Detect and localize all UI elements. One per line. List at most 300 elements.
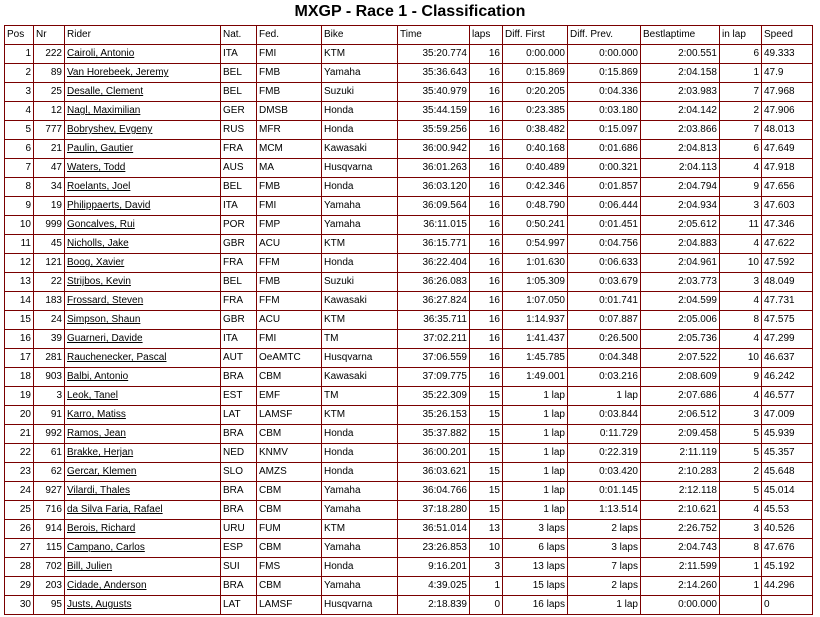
rider-link[interactable]: Cairoli, Antonio [67, 48, 135, 59]
cell-bestlaptime: 2:26.752 [641, 520, 720, 539]
cell-fed: FMI [257, 330, 322, 349]
cell-time: 35:22.309 [398, 387, 470, 406]
cell-diff-first: 13 laps [503, 558, 568, 577]
cell-bestlaptime: 2:12.118 [641, 482, 720, 501]
cell-pos: 7 [5, 159, 34, 178]
cell-diff-first: 1 lap [503, 482, 568, 501]
table-row [5, 83, 813, 102]
cell-speed: 45.53 [762, 501, 813, 520]
cell-nat: ESP [221, 539, 257, 558]
cell-nat: AUS [221, 159, 257, 178]
cell-pos: 1 [5, 45, 34, 64]
cell-bestlaptime: 2:08.609 [641, 368, 720, 387]
cell-time: 36:03.621 [398, 463, 470, 482]
cell-fed: LAMSF [257, 596, 322, 615]
cell-fed: FMB [257, 64, 322, 83]
cell-bike: Yamaha [322, 539, 398, 558]
rider-link[interactable]: Strijbos, Kevin [67, 276, 131, 287]
cell-speed: 45.192 [762, 558, 813, 577]
cell-in-lap: 3 [720, 520, 762, 539]
cell-diff-first: 1:07.050 [503, 292, 568, 311]
cell-laps: 15 [470, 406, 503, 425]
cell-nr: 89 [34, 64, 65, 83]
cell-in-lap: 5 [720, 425, 762, 444]
cell-pos: 4 [5, 102, 34, 121]
cell-in-lap: 4 [720, 330, 762, 349]
cell-speed: 47.656 [762, 178, 813, 197]
cell-diff-first: 1 lap [503, 501, 568, 520]
cell-in-lap: 1 [720, 558, 762, 577]
rider-link[interactable]: Ramos, Jean [67, 428, 126, 439]
table-row [5, 235, 813, 254]
cell-pos: 10 [5, 216, 34, 235]
rider-link[interactable]: Nagl, Maximilian [67, 105, 141, 116]
cell-nat: AUT [221, 349, 257, 368]
cell-bestlaptime: 2:04.599 [641, 292, 720, 311]
rider-link[interactable]: Gercar, Klemen [67, 466, 137, 477]
cell-rider [65, 178, 221, 197]
table-row [5, 330, 813, 349]
cell-fed: FFM [257, 254, 322, 273]
cell-nr: 25 [34, 83, 65, 102]
rider-link[interactable]: Van Horebeek, Jeremy [67, 67, 169, 78]
cell-diff-prev: 7 laps [568, 558, 641, 577]
cell-bestlaptime: 2:00.551 [641, 45, 720, 64]
cell-nr: 19 [34, 197, 65, 216]
cell-bike: Suzuki [322, 83, 398, 102]
cell-bestlaptime: 2:03.866 [641, 121, 720, 140]
table-row [5, 254, 813, 273]
cell-bestlaptime: 2:03.773 [641, 273, 720, 292]
cell-diff-prev: 2 laps [568, 520, 641, 539]
cell-bike: TM [322, 330, 398, 349]
cell-bike: Honda [322, 444, 398, 463]
cell-nr: 992 [34, 425, 65, 444]
rider-link[interactable]: da Silva Faria, Rafael [67, 504, 163, 515]
cell-nat: SUI [221, 558, 257, 577]
cell-fed: FMP [257, 216, 322, 235]
cell-diff-prev: 1 lap [568, 387, 641, 406]
cell-laps: 0 [470, 596, 503, 615]
cell-diff-prev: 0:07.887 [568, 311, 641, 330]
cell-nr: 203 [34, 577, 65, 596]
cell-time: 36:35.711 [398, 311, 470, 330]
cell-in-lap: 1 [720, 577, 762, 596]
cell-speed: 47.676 [762, 539, 813, 558]
cell-in-lap: 10 [720, 349, 762, 368]
cell-diff-first: 1 lap [503, 406, 568, 425]
table-row [5, 197, 813, 216]
cell-in-lap: 4 [720, 159, 762, 178]
cell-time: 36:01.263 [398, 159, 470, 178]
cell-speed: 45.648 [762, 463, 813, 482]
cell-nr: 702 [34, 558, 65, 577]
cell-laps: 15 [470, 387, 503, 406]
cell-laps: 1 [470, 577, 503, 596]
cell-time: 36:00.201 [398, 444, 470, 463]
cell-nr: 903 [34, 368, 65, 387]
cell-diff-prev: 0:04.336 [568, 83, 641, 102]
col-header-bike: Bike [322, 26, 398, 45]
cell-diff-first: 1:45.785 [503, 349, 568, 368]
cell-bike: Yamaha [322, 197, 398, 216]
cell-nat: FRA [221, 140, 257, 159]
table-row [5, 140, 813, 159]
table-row [5, 520, 813, 539]
cell-in-lap: 5 [720, 444, 762, 463]
cell-bike: Husqvarna [322, 159, 398, 178]
table-row [5, 349, 813, 368]
cell-fed: OeAMTC [257, 349, 322, 368]
cell-diff-first: 1:14.937 [503, 311, 568, 330]
col-header-rider: Rider [65, 26, 221, 45]
rider-link[interactable]: Berois, Richard [67, 523, 136, 534]
cell-diff-first: 1 lap [503, 463, 568, 482]
cell-time: 36:26.083 [398, 273, 470, 292]
cell-bestlaptime: 0:00.000 [641, 596, 720, 615]
table-row [5, 273, 813, 292]
cell-time: 36:03.120 [398, 178, 470, 197]
cell-time: 23:26.853 [398, 539, 470, 558]
cell-diff-prev: 0:15.097 [568, 121, 641, 140]
cell-pos: 28 [5, 558, 34, 577]
cell-fed: FMI [257, 45, 322, 64]
cell-diff-prev: 0:22.319 [568, 444, 641, 463]
rider-link[interactable]: Vilardi, Thales [67, 485, 130, 496]
cell-speed: 46.242 [762, 368, 813, 387]
cell-diff-prev: 0:11.729 [568, 425, 641, 444]
cell-speed: 47.009 [762, 406, 813, 425]
cell-in-lap: 8 [720, 539, 762, 558]
cell-laps: 16 [470, 102, 503, 121]
cell-rider [65, 121, 221, 140]
cell-nat: BEL [221, 178, 257, 197]
table-row [5, 539, 813, 558]
cell-diff-prev: 0:01.686 [568, 140, 641, 159]
cell-laps: 16 [470, 254, 503, 273]
cell-time: 2:18.839 [398, 596, 470, 615]
cell-nat: SLO [221, 463, 257, 482]
cell-diff-first: 0:38.482 [503, 121, 568, 140]
cell-in-lap: 5 [720, 482, 762, 501]
cell-time: 35:20.774 [398, 45, 470, 64]
header-row [5, 26, 813, 45]
cell-fed: MCM [257, 140, 322, 159]
rider-link[interactable]: Desalle, Clement [67, 86, 144, 97]
cell-speed: 47.592 [762, 254, 813, 273]
cell-nat: FRA [221, 292, 257, 311]
cell-speed: 47.731 [762, 292, 813, 311]
cell-fed: FUM [257, 520, 322, 539]
cell-speed: 48.049 [762, 273, 813, 292]
cell-diff-prev: 0:06.444 [568, 197, 641, 216]
col-header-in-lap: in lap [720, 26, 762, 45]
cell-rider [65, 83, 221, 102]
cell-in-lap: 4 [720, 292, 762, 311]
cell-nr: 121 [34, 254, 65, 273]
cell-laps: 16 [470, 45, 503, 64]
col-header-nat: Nat. [221, 26, 257, 45]
rider-link[interactable]: Justs, Augusts [67, 599, 132, 610]
cell-laps: 15 [470, 501, 503, 520]
cell-rider [65, 387, 221, 406]
cell-rider [65, 45, 221, 64]
cell-fed: MFR [257, 121, 322, 140]
cell-bestlaptime: 2:04.113 [641, 159, 720, 178]
cell-pos: 24 [5, 482, 34, 501]
cell-rider [65, 140, 221, 159]
cell-time: 37:02.211 [398, 330, 470, 349]
rider-link[interactable]: Paulin, Gautier [67, 143, 134, 154]
cell-bestlaptime: 2:04.158 [641, 64, 720, 83]
table-row [5, 292, 813, 311]
cell-bike: KTM [322, 311, 398, 330]
col-header-nr: Nr [34, 26, 65, 45]
cell-bestlaptime: 2:04.142 [641, 102, 720, 121]
cell-bestlaptime: 2:10.621 [641, 501, 720, 520]
cell-diff-first: 3 laps [503, 520, 568, 539]
cell-pos: 8 [5, 178, 34, 197]
rider-link[interactable]: Boog, Xavier [67, 257, 125, 268]
cell-bike: Yamaha [322, 64, 398, 83]
cell-rider [65, 520, 221, 539]
cell-nat: RUS [221, 121, 257, 140]
rider-link[interactable]: Goncalves, Rui [67, 219, 135, 230]
cell-rider [65, 64, 221, 83]
cell-speed: 45.014 [762, 482, 813, 501]
cell-nr: 39 [34, 330, 65, 349]
cell-nat: BEL [221, 83, 257, 102]
cell-laps: 15 [470, 482, 503, 501]
cell-laps: 15 [470, 444, 503, 463]
rider-link[interactable]: Leok, Tanel [67, 390, 118, 401]
cell-in-lap: 9 [720, 178, 762, 197]
cell-rider [65, 425, 221, 444]
table-row [5, 463, 813, 482]
cell-nat: POR [221, 216, 257, 235]
cell-laps: 16 [470, 197, 503, 216]
cell-pos: 12 [5, 254, 34, 273]
cell-nat: BRA [221, 368, 257, 387]
cell-in-lap: 1 [720, 64, 762, 83]
cell-rider [65, 596, 221, 615]
cell-bike: Yamaha [322, 216, 398, 235]
cell-diff-first: 1 lap [503, 387, 568, 406]
cell-time: 35:40.979 [398, 83, 470, 102]
cell-laps: 13 [470, 520, 503, 539]
cell-time: 37:06.559 [398, 349, 470, 368]
cell-fed: CBM [257, 368, 322, 387]
cell-laps: 16 [470, 330, 503, 349]
rider-link[interactable]: Simpson, Shaun [67, 314, 141, 325]
cell-laps: 16 [470, 216, 503, 235]
cell-speed: 40.526 [762, 520, 813, 539]
cell-nr: 927 [34, 482, 65, 501]
cell-rider [65, 501, 221, 520]
cell-diff-prev: 0:03.679 [568, 273, 641, 292]
cell-nr: 222 [34, 45, 65, 64]
col-header-fed: Fed. [257, 26, 322, 45]
cell-diff-prev: 3 laps [568, 539, 641, 558]
table-row [5, 558, 813, 577]
cell-in-lap: 7 [720, 83, 762, 102]
rider-link[interactable]: Guarneri, Davide [67, 333, 143, 344]
cell-nr: 61 [34, 444, 65, 463]
cell-bike: KTM [322, 406, 398, 425]
table-row [5, 45, 813, 64]
cell-nr: 115 [34, 539, 65, 558]
cell-speed: 47.649 [762, 140, 813, 159]
rider-link[interactable]: Waters, Todd [67, 162, 126, 173]
cell-speed: 45.939 [762, 425, 813, 444]
cell-in-lap: 4 [720, 235, 762, 254]
cell-bike: Honda [322, 463, 398, 482]
cell-in-lap: 8 [720, 311, 762, 330]
cell-bike: KTM [322, 235, 398, 254]
rider-link[interactable]: Campano, Carlos [67, 542, 145, 553]
rider-link[interactable]: Roelants, Joel [67, 181, 131, 192]
col-header-time: Time [398, 26, 470, 45]
cell-rider [65, 159, 221, 178]
cell-diff-first: 1:41.437 [503, 330, 568, 349]
cell-fed: ACU [257, 311, 322, 330]
cell-diff-first: 1:01.630 [503, 254, 568, 273]
table-row [5, 102, 813, 121]
cell-time: 35:26.153 [398, 406, 470, 425]
table-row [5, 501, 813, 520]
table-row [5, 178, 813, 197]
cell-pos: 2 [5, 64, 34, 83]
cell-laps: 16 [470, 235, 503, 254]
cell-time: 35:37.882 [398, 425, 470, 444]
cell-bike: Honda [322, 558, 398, 577]
cell-fed: CBM [257, 577, 322, 596]
cell-nat: BRA [221, 501, 257, 520]
table-row [5, 577, 813, 596]
cell-nat: BRA [221, 482, 257, 501]
cell-nat: GBR [221, 311, 257, 330]
cell-diff-prev: 0:00.000 [568, 45, 641, 64]
cell-nr: 34 [34, 178, 65, 197]
cell-nat: BRA [221, 577, 257, 596]
col-header-diff-first: Diff. First [503, 26, 568, 45]
rider-link[interactable]: Rauchenecker, Pascal [67, 352, 167, 363]
cell-laps: 16 [470, 178, 503, 197]
cell-bestlaptime: 2:07.686 [641, 387, 720, 406]
rider-link[interactable]: Karro, Matiss [67, 409, 126, 420]
rider-link[interactable]: Bill, Julien [67, 561, 113, 572]
cell-rider [65, 102, 221, 121]
cell-fed: DMSB [257, 102, 322, 121]
cell-nr: 45 [34, 235, 65, 254]
cell-in-lap: 9 [720, 368, 762, 387]
cell-in-lap: 10 [720, 254, 762, 273]
cell-pos: 26 [5, 520, 34, 539]
rider-link[interactable]: Cidade, Anderson [67, 580, 147, 591]
table-row [5, 387, 813, 406]
cell-diff-first: 0:42.346 [503, 178, 568, 197]
cell-diff-prev: 0:01.857 [568, 178, 641, 197]
cell-diff-prev: 1 lap [568, 596, 641, 615]
cell-speed: 47.622 [762, 235, 813, 254]
cell-in-lap [720, 596, 762, 615]
cell-speed: 47.906 [762, 102, 813, 121]
cell-nr: 47 [34, 159, 65, 178]
cell-nat: BRA [221, 425, 257, 444]
cell-bike: Honda [322, 178, 398, 197]
cell-bestlaptime: 2:05.736 [641, 330, 720, 349]
cell-rider [65, 539, 221, 558]
cell-bike: Husqvarna [322, 596, 398, 615]
cell-rider [65, 311, 221, 330]
cell-pos: 6 [5, 140, 34, 159]
cell-bestlaptime: 2:04.813 [641, 140, 720, 159]
cell-speed: 49.333 [762, 45, 813, 64]
cell-bike: TM [322, 387, 398, 406]
cell-pos: 3 [5, 83, 34, 102]
cell-fed: CBM [257, 539, 322, 558]
cell-nat: NED [221, 444, 257, 463]
cell-rider [65, 292, 221, 311]
cell-bestlaptime: 2:06.512 [641, 406, 720, 425]
rider-link[interactable]: Nicholls, Jake [67, 238, 129, 249]
cell-bestlaptime: 2:11.599 [641, 558, 720, 577]
cell-diff-prev: 0:03.216 [568, 368, 641, 387]
cell-diff-first: 1 lap [503, 444, 568, 463]
table-row [5, 216, 813, 235]
cell-speed: 0 [762, 596, 813, 615]
cell-rider [65, 368, 221, 387]
cell-bestlaptime: 2:05.006 [641, 311, 720, 330]
cell-time: 36:04.766 [398, 482, 470, 501]
cell-laps: 15 [470, 463, 503, 482]
cell-in-lap: 3 [720, 273, 762, 292]
cell-speed: 47.9 [762, 64, 813, 83]
cell-diff-first: 0:48.790 [503, 197, 568, 216]
cell-speed: 47.575 [762, 311, 813, 330]
cell-laps: 3 [470, 558, 503, 577]
cell-diff-prev: 2 laps [568, 577, 641, 596]
rider-link[interactable]: Bobryshev, Evgeny [67, 124, 153, 135]
cell-nat: LAT [221, 406, 257, 425]
cell-speed: 44.296 [762, 577, 813, 596]
table-row [5, 444, 813, 463]
cell-pos: 17 [5, 349, 34, 368]
rider-link[interactable]: Balbi, Antonio [67, 371, 129, 382]
cell-bike: Honda [322, 254, 398, 273]
cell-bike: Honda [322, 121, 398, 140]
cell-fed: KNMV [257, 444, 322, 463]
rider-link[interactable]: Frossard, Steven [67, 295, 144, 306]
table-row [5, 596, 813, 615]
cell-time: 36:00.942 [398, 140, 470, 159]
cell-diff-first: 1:05.309 [503, 273, 568, 292]
cell-nat: ITA [221, 45, 257, 64]
cell-in-lap: 7 [720, 121, 762, 140]
cell-nr: 281 [34, 349, 65, 368]
cell-pos: 13 [5, 273, 34, 292]
cell-pos: 27 [5, 539, 34, 558]
cell-pos: 30 [5, 596, 34, 615]
cell-pos: 29 [5, 577, 34, 596]
cell-bike: Yamaha [322, 501, 398, 520]
rider-link[interactable]: Philippaerts, David [67, 200, 151, 211]
rider-link[interactable]: Brakke, Herjan [67, 447, 134, 458]
cell-bike: Kawasaki [322, 368, 398, 387]
cell-nr: 95 [34, 596, 65, 615]
cell-nr: 22 [34, 273, 65, 292]
cell-diff-prev: 0:03.844 [568, 406, 641, 425]
